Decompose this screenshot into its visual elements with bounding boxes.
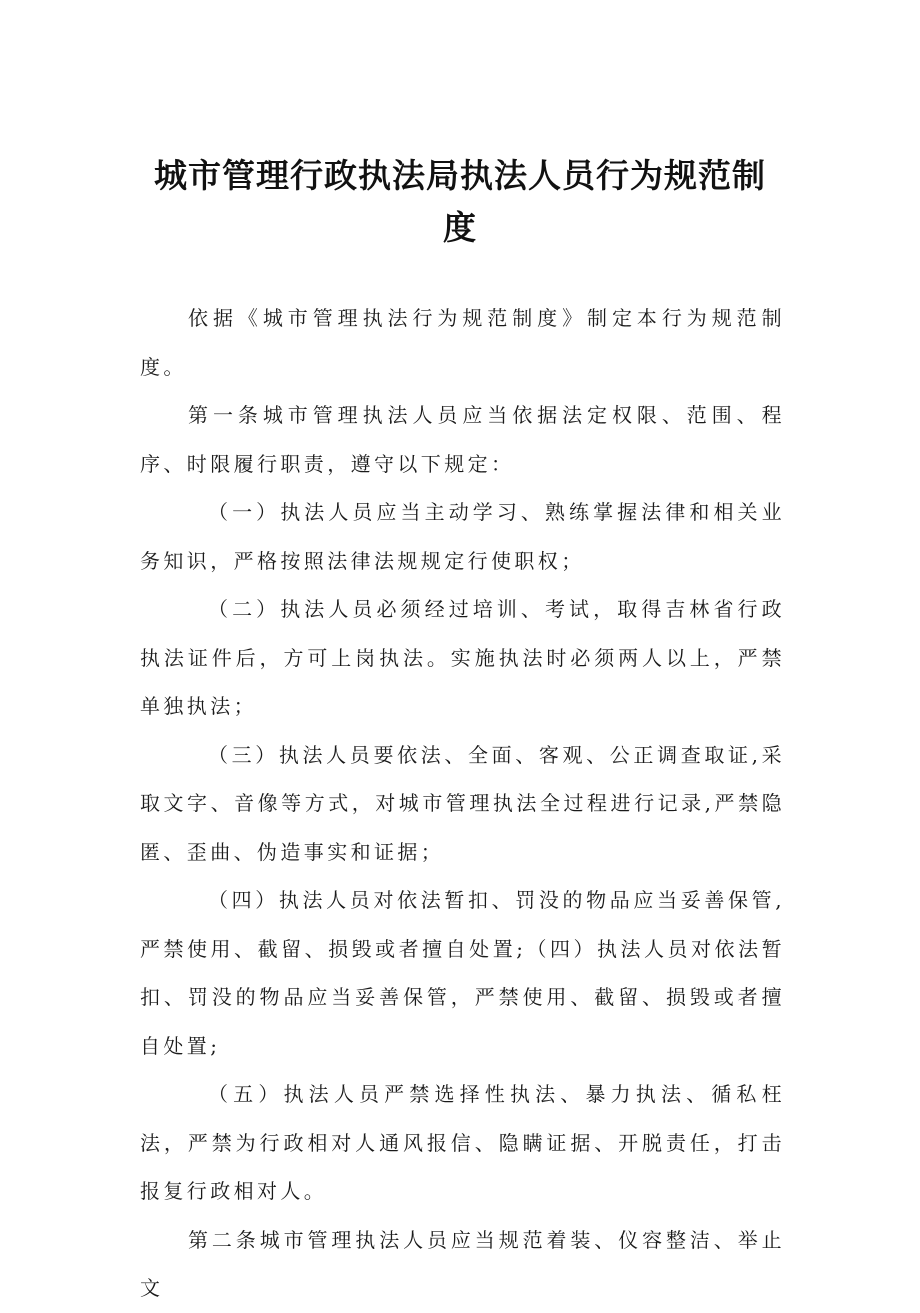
paragraph-item-4: （四）执法人员对依法暂扣、罚没的物品应当妥善保管,严禁使用、截留、损毁或者擅自处置;（四）执法人员对依法暂扣、罚没的物品应当妥善保管，严禁使用、截留、损毁或者擅自处置; [140,888,785,1058]
paragraph-intro: 依据《城市管理执法行为规范制度》制定本行为规范制度。 [140,306,785,379]
paragraph-article-2: 第二条城市管理执法人员应当规范着装、仪容整洁、举止文 [140,1227,785,1300]
paragraph-item-1: （一）执法人员应当主动学习、熟练掌握法律和相关业务知识，严格按照法律法规规定行使职权； [140,500,785,573]
document-title: 城市管理行政执法局执法人员行为规范制度 [154,156,766,247]
paragraph-item-2: （二）执法人员必须经过培训、考试，取得吉林省行政执法证件后，方可上岗执法。实施执法时必须两人以上，严禁单独执法； [140,597,785,718]
paragraph-article-1: 第一条城市管理执法人员应当依据法定权限、范围、程序、时限履行职责，遵守以下规定： [140,403,785,476]
document-body [140,294,785,1313]
paragraph-item-5: （五）执法人员严禁选择性执法、暴力执法、循私枉法，严禁为行政相对人通风报信、隐瞒证据、开脱责任，打击报复行政相对人。 [140,1082,785,1203]
paragraph-item-3: （三）执法人员要依法、全面、客观、公正调查取证,采取文字、音像等方式，对城市管理执法全过程进行记录,严禁隐匿、歪曲、伪造事实和证据； [140,742,785,864]
